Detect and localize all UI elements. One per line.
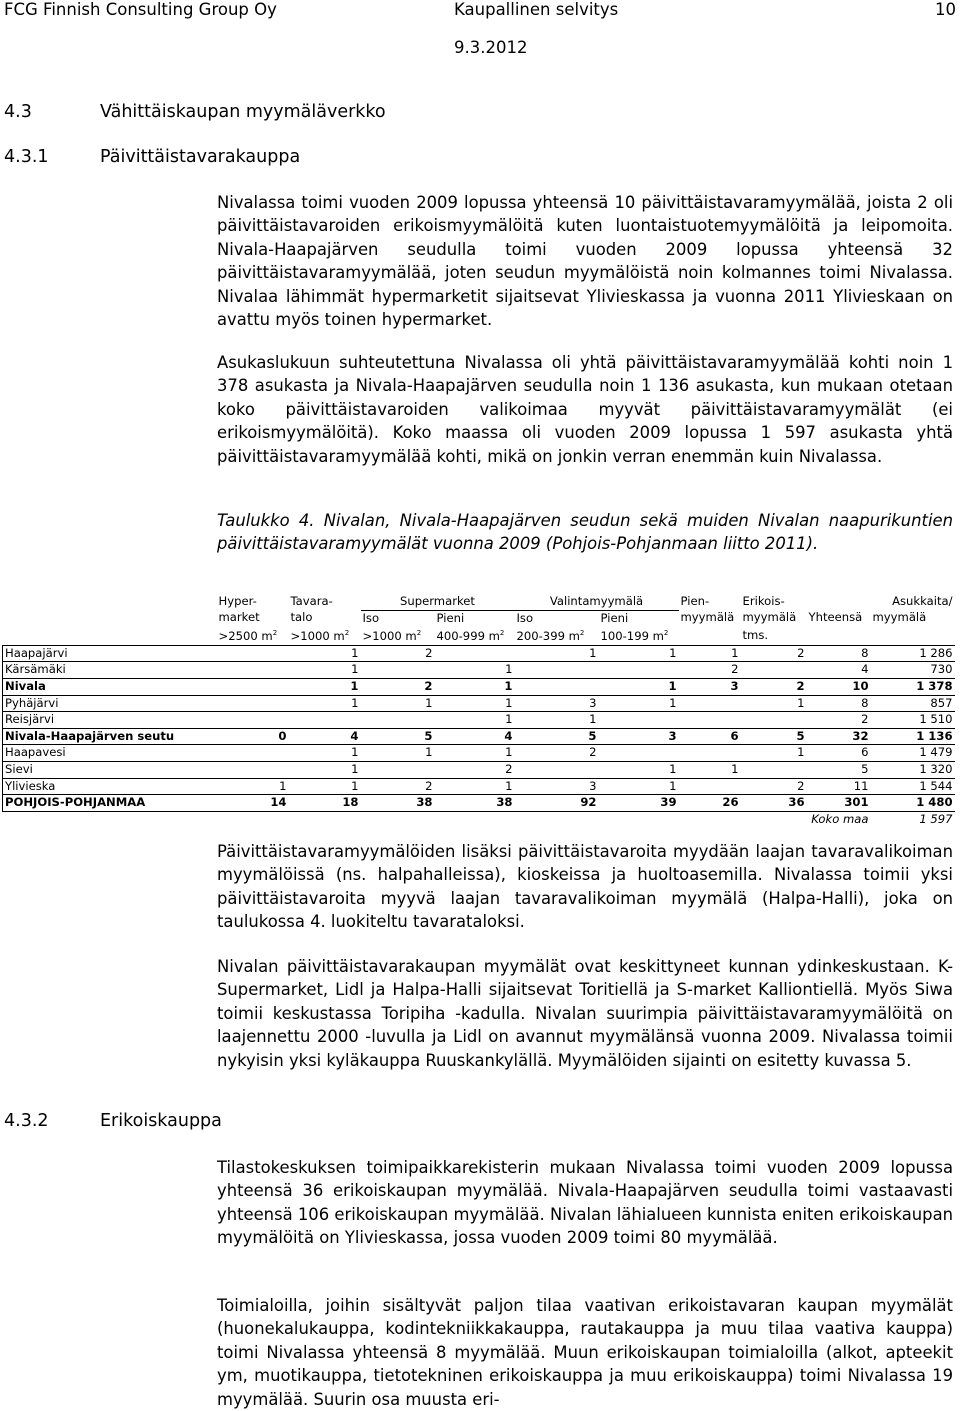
heading-number: 4.3.1: [4, 147, 49, 167]
row-cell: 5: [515, 728, 599, 745]
row-cell: [217, 712, 289, 729]
size-label: >1000 m: [290, 629, 345, 644]
row-cell: [435, 645, 515, 662]
row-cell: 11: [807, 778, 871, 795]
table-header-row-3: [3, 626, 955, 645]
row-cell: 1: [435, 745, 515, 762]
row-cell: 5: [361, 728, 435, 745]
row-cell: [289, 712, 361, 729]
heading-title: Erikoiskauppa: [100, 1111, 222, 1131]
row-cell: 2: [741, 778, 807, 795]
paragraph-6: Toimialoilla, joihin sisältyvät paljon tilaa vaativan erikoistavaran kaupan myymälät (huonekalukauppa, kodintekniikkakauppa, rautakauppa ja muu tilaa vaativa kauppa) toimi Nivalassa yhteensä 8 myymälää. Muun erikoiskaupan toimialoilla (alkot, apteekit ym, muotikauppa, tietotekninen erikoiskauppa ja muu erikoiskauppa) toimi Nivalassa 19 myymälää. Suurin osa muusta eri-: [217, 1296, 953, 1409]
table-row: [3, 662, 955, 679]
col-tava-1: Tavara-: [290, 594, 333, 609]
row-name: Nivala-Haapajärven seutu: [3, 728, 217, 745]
row-cell: [679, 778, 741, 795]
row-cell: [599, 745, 679, 762]
row-cell: [741, 761, 807, 778]
row-cell: [217, 745, 289, 762]
row-cell: 1: [217, 778, 289, 795]
row-cell: 2: [679, 662, 741, 679]
row-name: Nivala: [3, 678, 217, 695]
row-cell: 4: [289, 728, 361, 745]
row-name: Haapajärvi: [3, 645, 217, 662]
paragraph-2: Asukaslukuun suhteutettuna Nivalassa oli yhtä päivittäistavaramyymälää kohti noin 1 378 asukasta ja Nivala-Haapajärven seudulla noin 1 136 asukasta, kun mukaan otetaan koko päivittäistavaroiden valikoimaa myyvät päivittäistavaramyymälät (ei erikoismyymälöitä). Koko maassa oli vuoden 2009 lopussa 1 597 asukasta yhtä päivittäistavaramyymälää kohti, mikä on jonkin verran enemmän kuin Nivalassa.: [217, 353, 953, 466]
row-cell: [217, 678, 289, 695]
row-cell: [679, 745, 741, 762]
row-cell: [361, 662, 435, 679]
row-cell: 92: [515, 795, 599, 812]
row-name: Ylivieska: [3, 778, 217, 795]
col-supermarket: Supermarket: [361, 594, 515, 610]
col-s-iso-3: [361, 626, 435, 645]
row-cell: [679, 695, 741, 712]
row-cell: 2: [361, 645, 435, 662]
row-cell: 14: [217, 795, 289, 812]
row-cell: 1 320: [871, 761, 955, 778]
row-cell: 32: [807, 728, 871, 745]
row-cell: 0: [217, 728, 289, 745]
row-cell: [217, 695, 289, 712]
row-cell: 1: [289, 695, 361, 712]
paragraph-3: Päivittäistavaramyymälöiden lisäksi päivittäistavaroita myydään laajan tavaravalikoiman myymälöissä (ns. halpahalleissa), kioskeissa ja huoltoasemilla. Nivalassa toimii yksi päivittäistavaroita myyvä laajan tavaravalikoiman myymälä (Halpa-Halli), joka on taulukossa 4. luokiteltu tavarataloksi.: [217, 842, 953, 932]
row-cell: 1: [361, 745, 435, 762]
size-label: >1000 m: [362, 629, 417, 644]
col-erik-3: tms.: [742, 627, 769, 642]
row-cell: 1: [289, 761, 361, 778]
table-row: [3, 678, 955, 695]
heading-number: 4.3: [4, 102, 32, 122]
table-row: [3, 695, 955, 712]
row-cell: [599, 662, 679, 679]
row-cell: 3: [515, 778, 599, 795]
shop-table: [2, 594, 955, 827]
table-row: [3, 761, 955, 778]
row-cell: 39: [599, 795, 679, 812]
table-row: [3, 728, 955, 745]
row-cell: 301: [807, 795, 871, 812]
row-cell: 1: [515, 645, 599, 662]
row-name: POHJOIS-POHJANMAA: [3, 795, 217, 812]
col-asuk-1: Asukkaita/: [892, 594, 953, 609]
header-date: 9.3.2012: [454, 38, 528, 57]
row-cell: [515, 761, 599, 778]
header-doc-type: Kaupallinen selvitys: [454, 0, 619, 19]
size-label: >2500 m: [218, 629, 273, 644]
row-cell: 10: [807, 678, 871, 695]
row-cell: 1: [435, 695, 515, 712]
table-header-row-2: [3, 610, 955, 626]
row-cell: 38: [435, 795, 515, 812]
row-cell: 1: [289, 778, 361, 795]
squared: 2: [344, 629, 350, 638]
row-cell: 1: [289, 678, 361, 695]
row-cell: 2: [741, 645, 807, 662]
squared: 2: [416, 629, 422, 638]
row-cell: 3: [599, 728, 679, 745]
header-company: FCG Finnish Consulting Group Oy: [4, 0, 277, 19]
col-v-pieni-3: [599, 626, 679, 645]
row-cell: 1 136: [871, 728, 955, 745]
row-cell: 2: [807, 712, 871, 729]
col-hyper-1: Hyper-: [218, 594, 257, 609]
row-cell: 6: [807, 745, 871, 762]
paragraph-5: Tilastokeskuksen toimipaikkarekisterin mukaan Nivalassa toimi vuoden 2009 lopussa yhteensä 36 erikoiskaupan myymälää. Nivala-Haapajärven seudulla toimi vastaavasti yhteensä 106 erikoiskaupan myymälää. Nivalan lähialueen kunnista eniten erikoiskaupan myymälöitä on Ylivieskassa, jossa vuoden 2009 toimi 80 myymälää.: [217, 1158, 953, 1248]
row-cell: 1: [435, 712, 515, 729]
row-cell: [599, 712, 679, 729]
row-cell: 2: [435, 761, 515, 778]
row-cell: 38: [361, 795, 435, 812]
row-cell: 1: [599, 678, 679, 695]
row-name: Haapavesi: [3, 745, 217, 762]
table-footer-row: [3, 811, 955, 827]
row-cell: 26: [679, 795, 741, 812]
col-pien-1: Pien-: [680, 594, 710, 609]
row-name: Pyhäjärvi: [3, 695, 217, 712]
col-pien-2: myymälä: [680, 610, 735, 625]
table-caption: Taulukko 4. Nivalan, Nivala-Haapajärven seudun sekä muiden Nivalan naapurikuntien päivittäistavaramyymälät vuonna 2009 (Pohjois-Pohjanmaan liitto 2011).: [217, 511, 953, 554]
col-valinta: Valintamyymälä: [515, 594, 679, 610]
row-cell: 1: [289, 662, 361, 679]
size-label: 100-199 m: [600, 629, 664, 644]
col-v-iso-3: [515, 626, 599, 645]
row-cell: 1: [741, 745, 807, 762]
col-yhteensa: Yhteensä: [808, 610, 863, 625]
row-cell: [741, 662, 807, 679]
row-cell: 6: [679, 728, 741, 745]
row-cell: 5: [807, 761, 871, 778]
row-cell: 36: [741, 795, 807, 812]
row-cell: 1: [679, 645, 741, 662]
row-cell: 2: [361, 778, 435, 795]
table-row: [3, 712, 955, 729]
col-hyper-3: [217, 626, 289, 645]
row-cell: 1 510: [871, 712, 955, 729]
row-cell: 1 480: [871, 795, 955, 812]
col-v-iso: Iso: [516, 610, 534, 625]
row-cell: 5: [741, 728, 807, 745]
row-cell: 1: [599, 645, 679, 662]
header-page-number: 10: [935, 0, 956, 19]
row-cell: 2: [361, 678, 435, 695]
row-cell: 8: [807, 695, 871, 712]
row-cell: 18: [289, 795, 361, 812]
size-label: 400-999 m: [436, 629, 500, 644]
row-cell: 3: [515, 695, 599, 712]
row-cell: 1: [361, 695, 435, 712]
row-cell: 4: [435, 728, 515, 745]
row-cell: 8: [807, 645, 871, 662]
row-cell: 1: [679, 761, 741, 778]
row-cell: 1: [599, 695, 679, 712]
row-name: Sievi: [3, 761, 217, 778]
footer-value: 1 597: [919, 811, 953, 826]
row-cell: 1: [599, 761, 679, 778]
row-cell: 1: [741, 695, 807, 712]
table-header-row-1: [3, 594, 955, 610]
row-cell: 2: [515, 745, 599, 762]
row-cell: 1 544: [871, 778, 955, 795]
row-cell: 1: [435, 662, 515, 679]
row-cell: [361, 712, 435, 729]
col-s-pieni: Pieni: [436, 610, 465, 625]
row-cell: 1: [289, 645, 361, 662]
table-row: [3, 778, 955, 795]
row-cell: 1: [599, 778, 679, 795]
heading-number: 4.3.2: [4, 1111, 49, 1131]
row-cell: [361, 761, 435, 778]
row-cell: 4: [807, 662, 871, 679]
col-tava-2: talo: [290, 610, 313, 625]
row-cell: 1: [435, 778, 515, 795]
row-cell: 1 286: [871, 645, 955, 662]
col-asuk-2: myymälä: [872, 610, 927, 625]
paragraph-1: Nivalassa toimi vuoden 2009 lopussa yhteensä 10 päivittäistavaramyymälää, joista 2 oli päivittäistavaroiden erikoismyymälöitä kuten luontaistuotemyymälöitä ja leipomoita. Nivala-Haapajärven seudulla toimi vuoden 2009 lopussa yhteensä 32 päivittäistavaramyymälää, joten seudun myymälöistä noin kolmannes toimi Nivalassa. Nivalaa lähimmät hypermarketit sijaitsevat Ylivieskassa ja vuonna 2011 Ylivieskaan on avattu myös toinen hypermarket.: [217, 193, 953, 330]
paragraph-4: Nivalan päivittäistavarakaupan myymälät ovat keskittyneet kunnan ydinkeskustaan. K-Supermarket, Lidl ja Halpa-Halli sijaitsevat Toritiellä ja S-market Kalliontiellä. Myös Siwa toimii keskustassa Toripiha -kadulla. Nivalan suurimpia päivittäistavaramyymälöitä on laajennettu 2000 -luvulla ja Lidl on avannut myymälänsä vuonna 2009. Nivalassa toimii nykyisin yksi kyläkauppa Ruuskankylällä. Myymälöiden sijainti on esitetty kuvassa 5.: [217, 957, 953, 1070]
row-cell: 2: [741, 678, 807, 695]
col-hyper-2: market: [218, 610, 260, 625]
heading-title: Vähittäiskaupan myymäläverkko: [100, 102, 386, 122]
col-v-pieni: Pieni: [600, 610, 629, 625]
heading-title: Päivittäistavarakauppa: [100, 147, 301, 167]
row-cell: 1: [435, 678, 515, 695]
col-s-pieni-3: [435, 626, 515, 645]
squared: 2: [272, 629, 278, 638]
row-cell: [679, 712, 741, 729]
size-label: 200-399 m: [516, 629, 580, 644]
row-cell: 3: [679, 678, 741, 695]
row-name: Reisjärvi: [3, 712, 217, 729]
table-row: [3, 745, 955, 762]
row-cell: [217, 662, 289, 679]
table-body: [3, 645, 955, 811]
row-cell: 857: [871, 695, 955, 712]
col-erik-2: myymälä: [742, 610, 797, 625]
squared: 2: [499, 629, 505, 638]
row-cell: [217, 761, 289, 778]
table-row: [3, 795, 955, 812]
table-row: [3, 645, 955, 662]
row-cell: [217, 645, 289, 662]
col-tava-3: [289, 626, 361, 645]
row-cell: 1 378: [871, 678, 955, 695]
row-cell: 1: [515, 712, 599, 729]
row-cell: [515, 678, 599, 695]
row-cell: 1: [289, 745, 361, 762]
col-s-iso: Iso: [362, 610, 380, 625]
row-cell: 730: [871, 662, 955, 679]
row-cell: [741, 712, 807, 729]
col-erik-1: Erikois-: [742, 594, 785, 609]
squared: 2: [663, 629, 669, 638]
footer-label: Koko maa: [811, 811, 869, 826]
squared: 2: [579, 629, 585, 638]
row-name: Kärsämäki: [3, 662, 217, 679]
row-cell: 1 479: [871, 745, 955, 762]
row-cell: [515, 662, 599, 679]
